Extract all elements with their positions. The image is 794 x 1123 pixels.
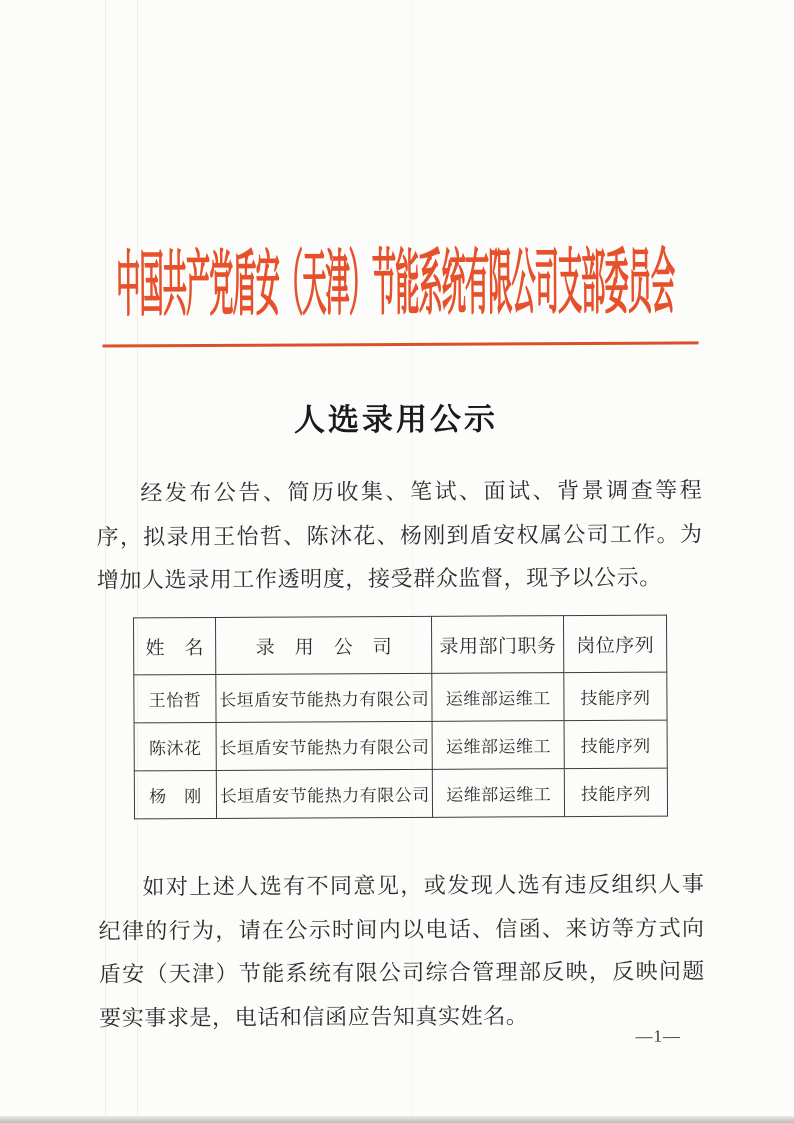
cell-position-sequence: 技能序列 [564, 768, 667, 817]
table-header-company: 录 用 公 司 [216, 616, 433, 674]
scan-streak [137, 0, 138, 1123]
table-row [134, 720, 667, 771]
scan-streak [412, 0, 413, 1123]
table-header-name: 姓 名 [133, 617, 215, 674]
cell-name: 陈沐花 [134, 722, 216, 770]
letterhead-divider [103, 341, 699, 347]
cell-department-position: 运维部运维工 [433, 769, 565, 818]
closing-paragraph: 如对上述人选有不同意见，或发现人选有违反组织人事纪律的行为，请在公示时间内以电话、信函、来访等方式向盾安（天津）节能系统有限公司综合管理部反映，反映问题要实事求是，电话和信函应告知真实姓名。 [98, 871, 705, 1031]
recruitment-table [133, 615, 668, 820]
table-header-department-position: 录用部门职务 [432, 616, 564, 674]
table-header-position-sequence: 岗位序列 [564, 615, 667, 673]
letterhead-title [0, 226, 792, 326]
table-row [134, 768, 667, 819]
scan-streak [105, 0, 106, 1123]
cell-company: 长垣盾安节能热力有限公司 [216, 769, 433, 818]
table-row [134, 672, 667, 723]
cell-position-sequence: 技能序列 [564, 672, 667, 721]
cell-department-position: 运维部运维工 [433, 721, 565, 770]
cell-department-position: 运维部运维工 [432, 673, 564, 722]
cell-company: 长垣盾安节能热力有限公司 [216, 673, 433, 722]
intro-paragraph: 经发布公告、简历收集、笔试、面试、背景调查等程序，拟录用王怡哲、陈沐花、杨刚到盾安权属公司工作。为增加人选录用工作透明度，接受群众监督，现予以公示。 [96, 477, 703, 593]
cell-company: 长垣盾安节能热力有限公司 [216, 721, 433, 770]
document-title: 人选录用公示 [293, 401, 499, 438]
cell-position-sequence: 技能序列 [564, 720, 667, 769]
table-header-row [133, 615, 666, 675]
cell-name: 王怡哲 [134, 674, 216, 722]
cell-name: 杨 刚 [134, 770, 216, 818]
scan-edge-shadow [0, 1116, 794, 1123]
letterhead-org-name: 中国共产党盾安（天津）节能系统有限公司支部委员会 [116, 243, 675, 326]
page-number: —1— [635, 1026, 681, 1046]
